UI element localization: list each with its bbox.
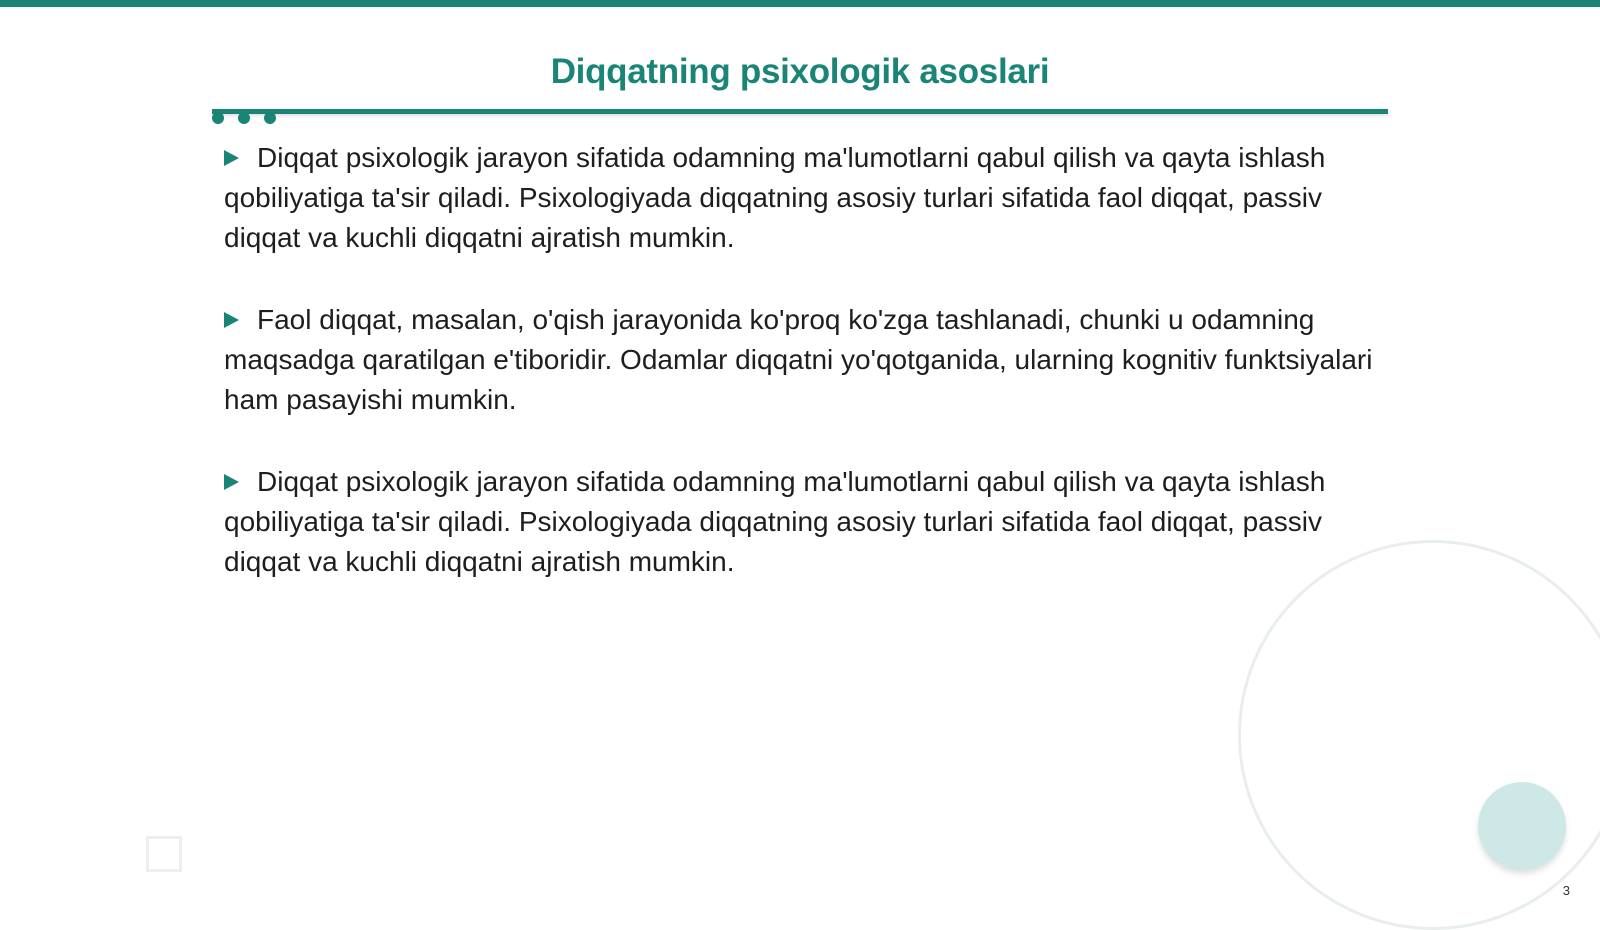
decorative-circle: [1478, 782, 1566, 870]
bullet-text: Diqqat psixologik jarayon sifatida odamning ma'lumotlarni qabul qilish va qayta ishlash qobiliyatiga ta'sir qiladi. Psixologiyada diqqatning asosiy turlari sifatida faol diqqat, passiv diqqat va kuchli diqqatni ajratish mumkin.: [224, 466, 1326, 577]
triangle-bullet-icon: [224, 474, 239, 490]
decorative-square: [146, 836, 182, 872]
top-accent-bar: [0, 0, 1600, 7]
bullet-item: [224, 138, 1374, 258]
underline-dot: [238, 112, 250, 124]
bullet-list: [224, 138, 1374, 624]
underline-dot: [264, 112, 276, 124]
underline-dot: [212, 112, 224, 124]
title-underline: [212, 109, 1388, 114]
slide-title: Diqqatning psixologik asoslari: [550, 52, 1050, 91]
bullet-item: [224, 462, 1374, 582]
triangle-bullet-icon: [224, 312, 239, 328]
bullet-text: Diqqat psixologik jarayon sifatida odamning ma'lumotlarni qabul qilish va qayta ishlash qobiliyatiga ta'sir qiladi. Psixologiyada diqqatning asosiy turlari sifatida faol diqqat, passiv diqqat va kuchli diqqatni ajratish mumkin.: [224, 142, 1326, 253]
bullet-item: [224, 300, 1374, 420]
triangle-bullet-icon: [224, 150, 239, 166]
page-number: 3: [1562, 883, 1570, 898]
decorative-ring: [1238, 540, 1600, 930]
bullet-text: Faol diqqat, masalan, o'qish jarayonida ko'proq ko'zga tashlanadi, chunki u odamning maqsadga qaratilgan e'tiboridir. Odamlar diqqatni yo'qotganida, ularning kognitiv funktsiyalari ham pasayishi mumkin.: [224, 304, 1373, 415]
